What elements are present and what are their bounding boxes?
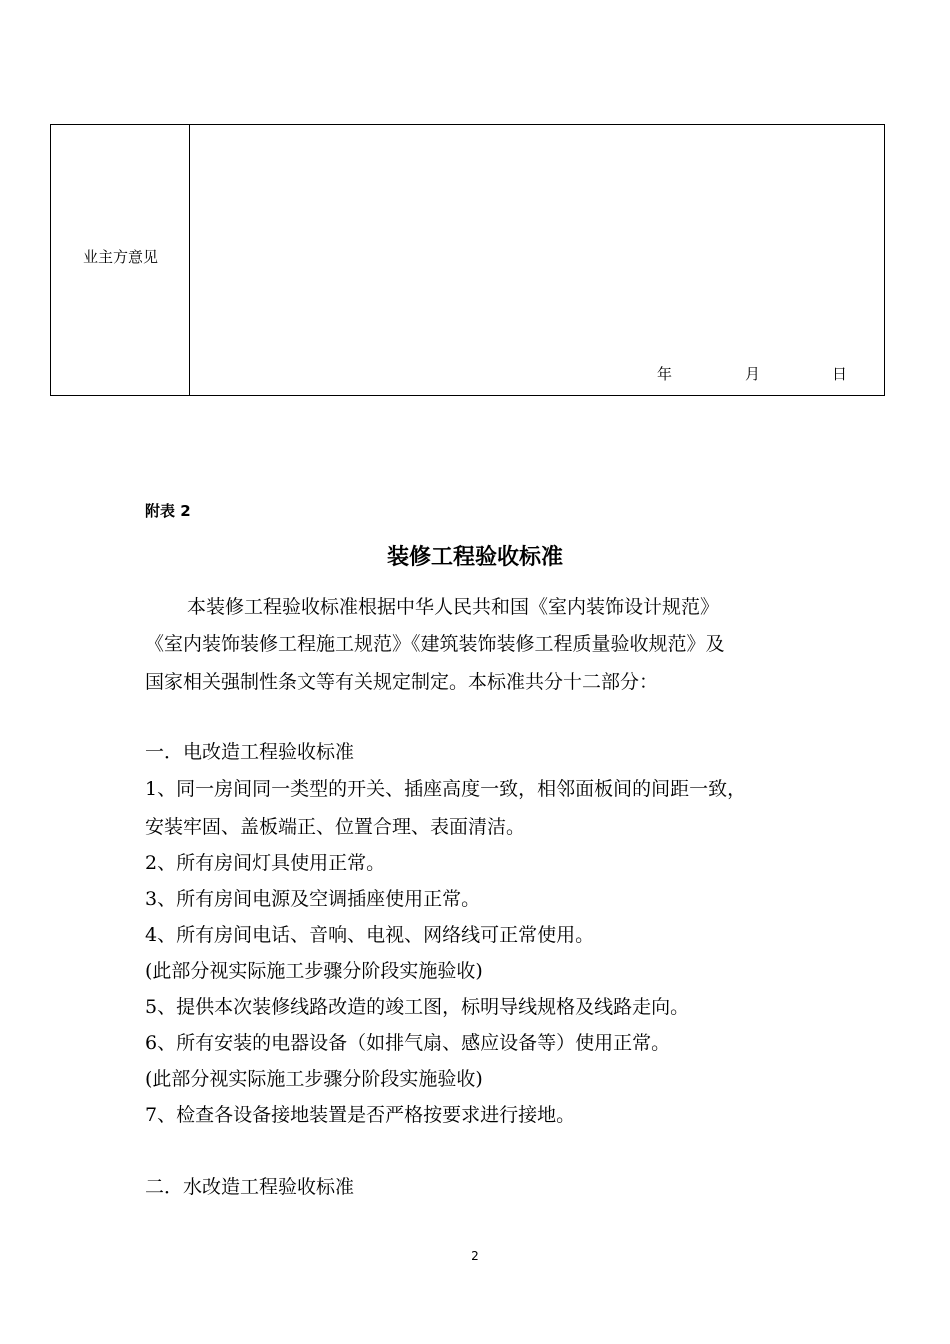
- list-item: (此部分视实际施工步骤分阶段实施验收): [145, 960, 483, 982]
- list-item: 6、所有安装的电器设备（如排气扇、感应设备等）使用正常。: [145, 1032, 671, 1054]
- intro-line: 《室内装饰装修工程施工规范》《建筑装饰装修工程质量验收规范》及: [145, 633, 725, 655]
- intro-line: 本装修工程验收标准根据中华人民共和国《室内装饰设计规范》: [187, 596, 720, 618]
- list-item: 1、同一房间同一类型的开关、插座高度一致，相邻面板间的间距一致，: [145, 778, 747, 800]
- list-item: 2、所有房间灯具使用正常。: [145, 852, 386, 874]
- list-item: 4、所有房间电话、音响、电视、网络线可正常使用。: [145, 924, 595, 946]
- intro-line: 国家相关强制性条文等有关规定制定。本标准共分十二部分：: [145, 671, 659, 693]
- appendix-label: 附表 2: [145, 502, 191, 520]
- document-title: 装修工程验收标准: [386, 545, 563, 570]
- owner-opinion-label: 业主方意见: [82, 248, 158, 266]
- section-heading-electrical: 一．电改造工程验收标准: [145, 741, 355, 763]
- list-item: 7、检查各设备接地装置是否严格按要求进行接地。: [145, 1104, 576, 1126]
- list-item: 安装牢固、盖板端正、位置合理、表面清洁。: [145, 816, 526, 838]
- page-number: 2: [471, 1249, 479, 1263]
- list-item: (此部分视实际施工步骤分阶段实施验收): [145, 1068, 483, 1090]
- owner-opinion-table: [50, 124, 885, 396]
- list-item: 3、所有房间电源及空调插座使用正常。: [145, 888, 481, 910]
- date-month-label: 月: [745, 365, 761, 383]
- date-year-label: 年: [657, 365, 673, 383]
- list-item: 5、提供本次装修线路改造的竣工图，标明导线规格及线路走向。: [145, 996, 690, 1018]
- section-heading-plumbing: 二．水改造工程验收标准: [145, 1176, 355, 1198]
- opinion-label-cell: [51, 125, 190, 395]
- date-day-label: 日: [832, 365, 848, 383]
